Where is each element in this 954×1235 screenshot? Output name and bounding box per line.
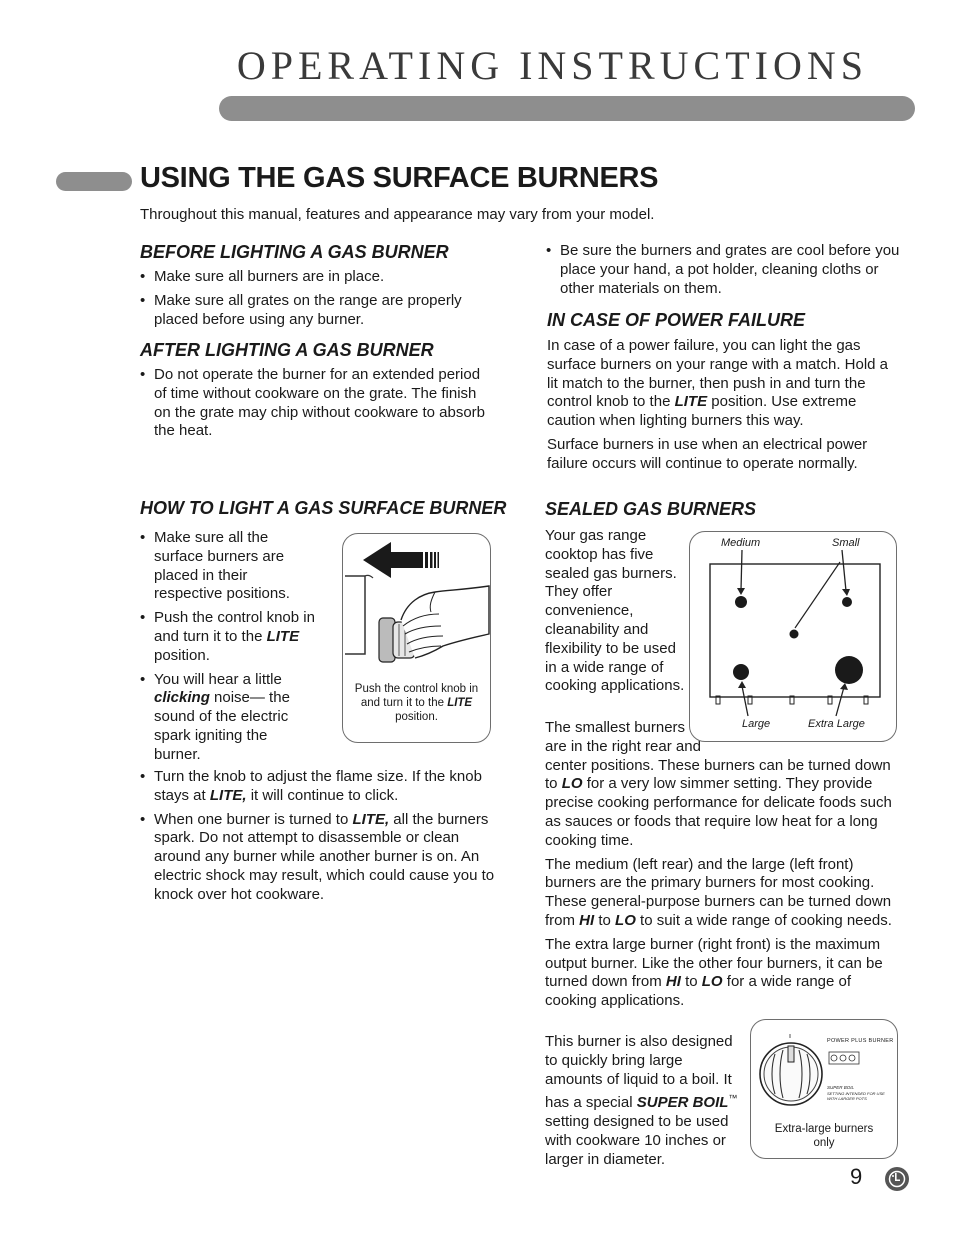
- page-number: 9: [850, 1164, 863, 1189]
- knob-label-note: SETTING INTENDED FOR USE WITH LARGER POTS: [827, 1091, 885, 1101]
- list-item: • Make sure all burners are in place.: [140, 268, 500, 287]
- power-failure-paragraph: Surface burners in use when an electrical power failure occurs will continue to operate normally.: [547, 435, 868, 472]
- sealed-paragraph: The smallest burners are in the right rear and center positions. These burners can be turned down to LO for a very low simmer setting. They provide precise cooking performance for delicate foods such as sauces or foods that require low heat for a long cooking time.: [545, 719, 892, 849]
- cooktop-diagram: [689, 531, 897, 742]
- list-item: • Be sure the burners and grates are cool before you place your hand, a pot holder, cleaning cloths or other materials on them.: [546, 242, 906, 298]
- medium-label: Medium: [721, 537, 761, 549]
- hand-pushing-knob-illustration: [343, 534, 490, 684]
- small-burner-center: [790, 630, 799, 639]
- section-marker: [56, 172, 132, 191]
- large-label: Large: [742, 718, 771, 730]
- sealed-body: [545, 719, 895, 1016]
- large-burner: [733, 664, 749, 680]
- list-item: • Make sure all the surface burners are placed in their respective positions.: [140, 529, 318, 604]
- header-bar: [219, 96, 915, 121]
- super-boil-knob-illustration: [750, 1019, 898, 1159]
- sealed-burners-heading: SEALED GAS BURNERS: [545, 499, 757, 519]
- how-to-light-list-narrow: [140, 529, 318, 770]
- power-failure-body: [547, 337, 899, 479]
- cool-burners-note: [546, 242, 906, 303]
- extra-large-burner: [835, 656, 863, 684]
- list-item: • Push the control knob in and turn it to the LITE position.: [140, 609, 318, 665]
- sealed-paragraph: The extra large burner (right front) is the maximum output burner. Like the other four burners, it can be turned down from HI to LO for a wide range of cooking applications.: [545, 935, 883, 1010]
- section-title: USING THE GAS SURFACE BURNERS: [140, 162, 659, 194]
- knob-label-super-boil: SUPER BOIL: [827, 1085, 855, 1090]
- burner-layout-diagram: [690, 532, 896, 741]
- how-to-light-heading: HOW TO LIGHT A GAS SURFACE BURNER: [140, 498, 507, 518]
- header-title: OPERATING INSTRUCTIONS: [236, 43, 868, 88]
- list-item: • Make sure all grates on the range are properly placed before using any burner.: [140, 292, 500, 330]
- section-intro: Throughout this manual, features and appearance may vary from your model.: [140, 206, 655, 223]
- list-item: • Do not operate the burner for an extended period of time without cookware on the grate. The finish on the grate may chip without cookware to absorb the heat.: [140, 366, 495, 441]
- power-failure-paragraph: In case of a power failure, you can light the gas surface burners on your range with a match. Hold a lit match to the burner, then push in and turn the control knob to the LITE position. Use extreme caution when lighting burners this way.: [547, 337, 889, 430]
- after-lighting-list: [140, 366, 495, 446]
- knob-illustration: [342, 533, 491, 743]
- small-label: Small: [832, 537, 860, 549]
- list-item: • You will hear a little clicking noise— the sound of the electric spark igniting the burner.: [140, 671, 318, 765]
- before-lighting-list: [140, 268, 500, 334]
- before-lighting-heading: BEFORE LIGHTING A GAS BURNER: [140, 242, 449, 262]
- small-burner-rear: [842, 597, 852, 607]
- sealed-paragraph-5: This burner is also designed to quickly bring large amounts of liquid to a boil. It has a special SUPER BOIL™ setting designed to be used with cookware 10 inches or larger in diameter.: [545, 1033, 738, 1168]
- knob-caption: Push the control knob in and turn it to the LITE position.: [354, 683, 479, 723]
- list-item: • Turn the knob to adjust the flame size. If the knob stays at LITE, it will continue to click.: [140, 768, 495, 806]
- knob-caption-extra-large: Extra-large burners only: [774, 1123, 874, 1149]
- medium-burner: [735, 596, 747, 608]
- push-arrow-icon: [363, 542, 439, 578]
- how-to-light-list-wide: [140, 768, 495, 910]
- knob-label-power-plus: POWER PLUS BURNER: [827, 1038, 894, 1044]
- extra-large-label: Extra Large: [808, 718, 865, 730]
- list-item: • When one burner is turned to LITE, all the burners spark. Do not attempt to disassemble or clean around any burner while another burner is on. An electric shock may result, which could cause you to knock over hot cookware.: [140, 811, 495, 905]
- sealed-paragraph: The medium (left rear) and the large (left front) burners are the primary burners for most cooking. These general-purpose burners can be turned down from HI to LO to suit a wide range of cooking needs.: [545, 855, 892, 929]
- burner-knob-icon: [751, 1020, 897, 1120]
- lg-logo-icon: [884, 1166, 910, 1192]
- power-failure-heading: IN CASE OF POWER FAILURE: [547, 310, 806, 330]
- sealed-paragraph-1: Your gas range cooktop has five sealed gas burners. They offer convenience, cleanability and flexibility to be used in a wide range of cooking applications.: [545, 527, 685, 695]
- after-lighting-heading: AFTER LIGHTING A GAS BURNER: [140, 340, 434, 360]
